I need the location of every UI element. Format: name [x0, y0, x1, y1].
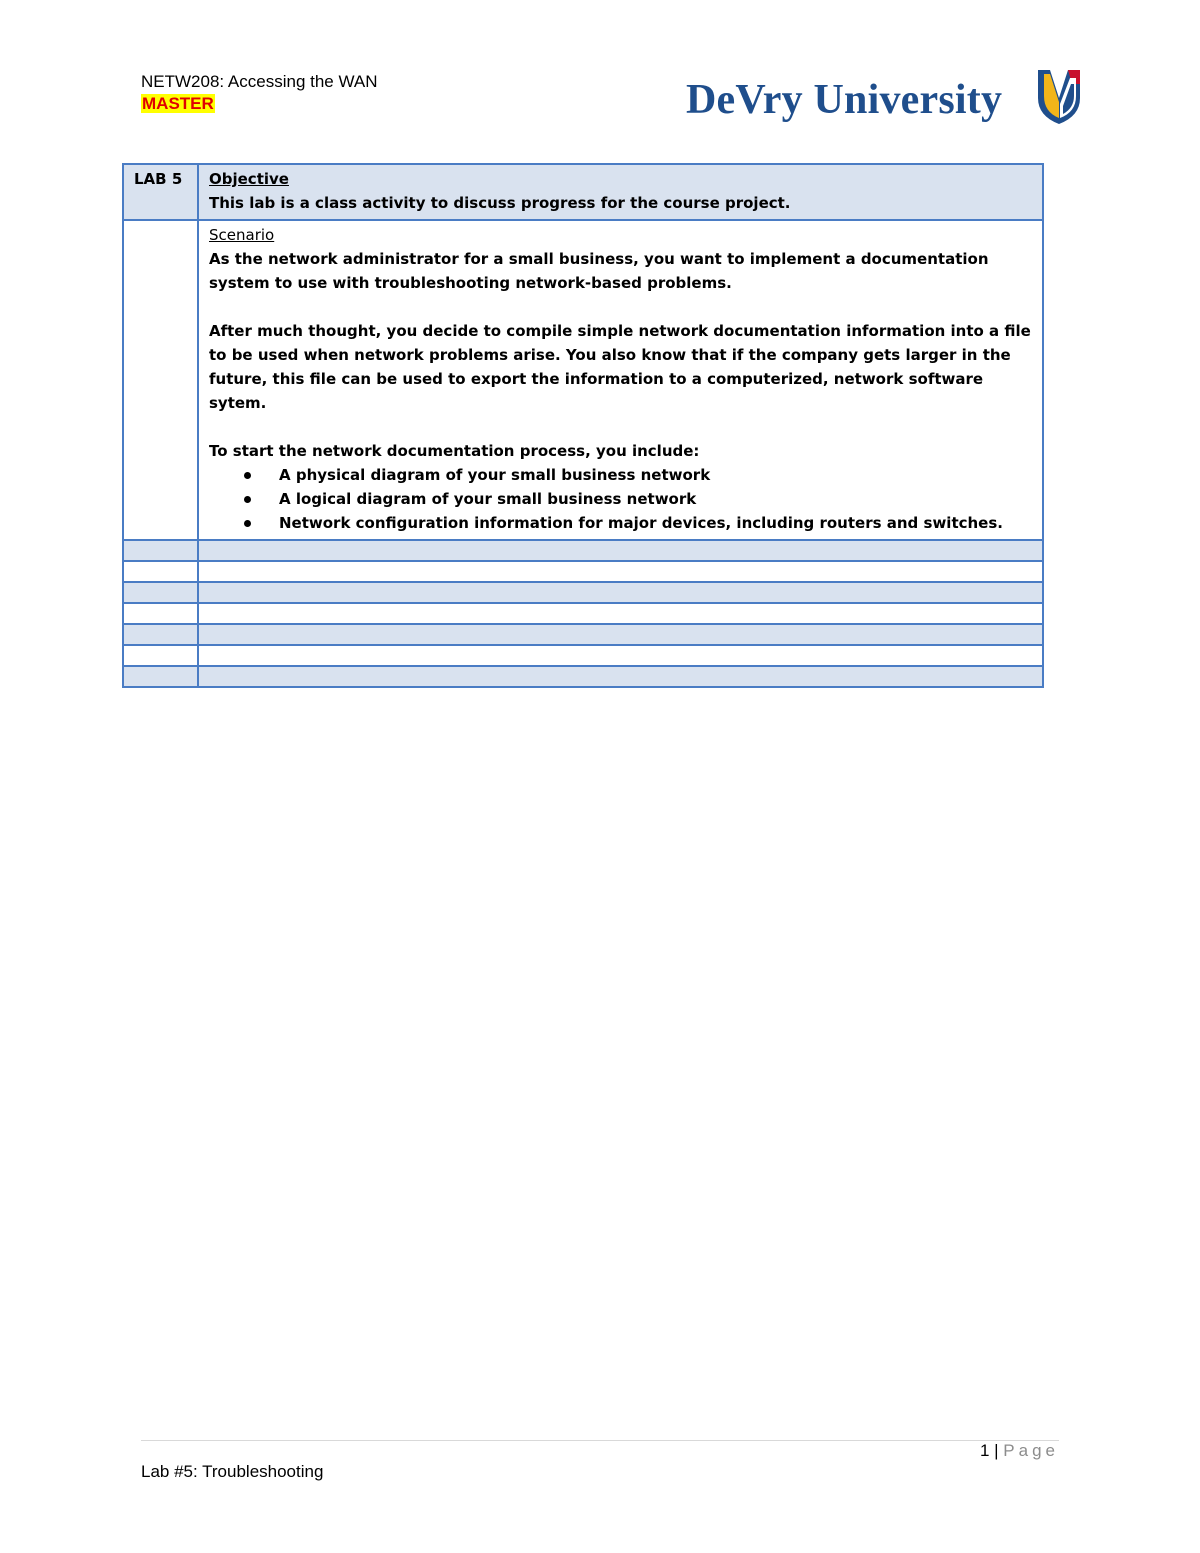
objective-row — [123, 164, 1043, 220]
table-cell — [123, 582, 198, 603]
table-cell — [198, 540, 1043, 561]
footer-divider — [141, 1440, 1059, 1441]
table-cell — [123, 561, 198, 582]
scenario-label-cell — [123, 220, 198, 540]
table-cell — [123, 603, 198, 624]
lab-table — [122, 163, 1044, 688]
footer-lab-title: Lab #5: Troubleshooting — [141, 1462, 324, 1481]
list-item: A physical diagram of your small business network — [279, 463, 1032, 487]
table-cell — [198, 582, 1043, 603]
lab-label-cell — [123, 164, 198, 220]
devry-logo — [686, 68, 1086, 128]
table-cell — [123, 666, 198, 687]
scenario-paragraph-1: As the network administrator for a small business, you want to implement a documentation system to use with troubleshooting network-based problems. — [209, 250, 989, 292]
table-row — [123, 561, 1043, 582]
table-row — [123, 666, 1043, 687]
lab-label: LAB 5 — [134, 170, 183, 188]
table-row — [123, 624, 1043, 645]
objective-cell — [198, 164, 1043, 220]
objective-text: This lab is a class activity to discuss progress for the course project. — [209, 194, 791, 212]
table-row — [123, 540, 1043, 561]
scenario-heading: Scenario — [209, 226, 275, 244]
master-tag: MASTER — [142, 94, 214, 113]
scenario-bullet-list — [209, 463, 1032, 535]
page-number-value: 1 — [979, 1441, 990, 1460]
table-cell — [198, 645, 1043, 666]
objective-heading: Objective — [209, 170, 289, 188]
page-label: Page — [1003, 1441, 1059, 1460]
table-cell — [198, 624, 1043, 645]
logo-wordmark: DeVry University — [686, 77, 1003, 123]
table-row — [123, 582, 1043, 603]
list-item: Network configuration information for major devices, including routers and switches. — [279, 511, 1032, 535]
table-cell — [123, 624, 198, 645]
table-cell — [198, 561, 1043, 582]
page-separator: | — [994, 1441, 999, 1460]
scenario-paragraph-3: To start the network documentation process, you include: — [209, 442, 700, 460]
scenario-row — [123, 220, 1043, 540]
table-cell — [198, 603, 1043, 624]
list-item: A logical diagram of your small business network — [279, 487, 1032, 511]
shield-icon — [1036, 68, 1082, 126]
page-number — [980, 1441, 1059, 1461]
table-row — [123, 645, 1043, 666]
scenario-paragraph-2: After much thought, you decide to compile simple network documentation information into a file to be used when network problems arise. You also know that if the company gets larger in the future, this file can be used to export the information to a computerized, network software sytem. — [209, 322, 1031, 412]
scenario-cell — [198, 220, 1043, 540]
table-cell — [123, 540, 198, 561]
table-row — [123, 603, 1043, 624]
table-cell — [123, 645, 198, 666]
table-cell — [198, 666, 1043, 687]
course-title: NETW208: Accessing the WAN — [141, 72, 378, 91]
